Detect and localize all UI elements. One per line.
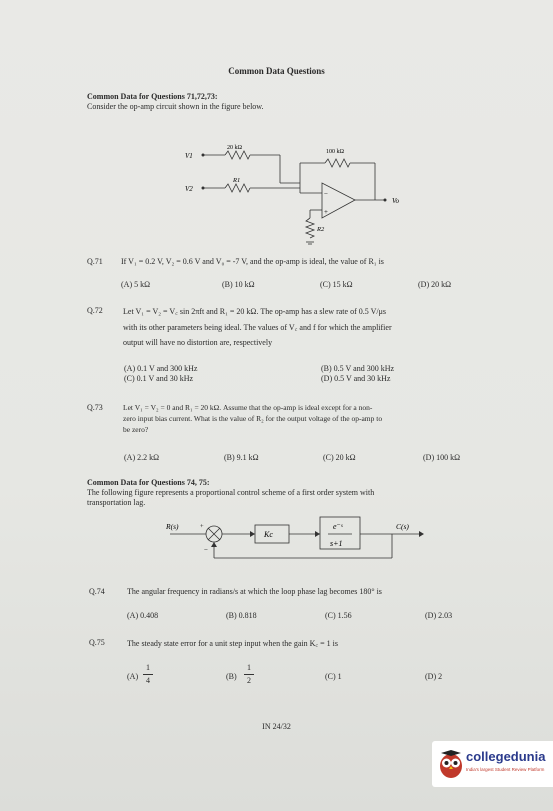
- q74-option-c: (C) 1.56: [325, 611, 352, 620]
- tf-numerator: e⁻ˢ: [333, 522, 343, 531]
- q72-line2: with its other parameters being ideal. The values of V꜀ and f for which the amplifier: [123, 323, 392, 332]
- section1-heading: Common Data for Questions 71,72,73:: [87, 92, 218, 101]
- q71-text: If V₁ = 0.2 V, V₂ = 0.6 V and V₀ = -7 V, and the op-amp is ideal, the value of R₁ is: [121, 257, 384, 266]
- q75-option-d: (D) 2: [425, 672, 443, 681]
- q73-option-d: (D) 100 kΩ: [423, 453, 461, 462]
- fraction-bar: [244, 674, 254, 675]
- section2-heading: Common Data for Questions 74, 75:: [87, 478, 210, 487]
- q75-option-c: (C) 1: [325, 672, 342, 681]
- r2-label: R2: [317, 226, 325, 233]
- r1-label: R1: [233, 177, 241, 184]
- q75-option-a-label: (A): [127, 672, 139, 681]
- q72-option-d: (D) 0.5 V and 30 kHz: [321, 374, 391, 383]
- q72-line3: output will have no distortion are, respectively: [123, 338, 273, 347]
- q71-option-d: (D) 20 kΩ: [418, 280, 452, 289]
- page-title: Common Data Questions: [228, 66, 325, 76]
- v1-label: V1: [185, 152, 193, 160]
- plus-sign: +: [324, 208, 328, 216]
- q75-text: The steady state error for a unit step input when the gain K꜀ = 1 is: [127, 639, 339, 648]
- q74-option-d: (D) 2.03: [425, 611, 453, 620]
- q73-line2: zero input bias current. What is the value of R₂ for the output voltage of the op-amp to: [123, 414, 383, 423]
- plus-sign: +: [200, 523, 204, 530]
- q75-option-b-label: (B): [226, 672, 237, 681]
- tf-denominator: s+1: [330, 539, 343, 548]
- q75-option-b-numerator: 1: [247, 663, 251, 672]
- r-top-label: 20 kΩ: [227, 145, 242, 151]
- q72-line1: Let V₁ = V₂ = V꜀ sin 2πft and R₁ = 20 kΩ. The op-amp has a slew rate of 0.5 V/μs: [123, 307, 386, 316]
- q71-option-c: (C) 15 kΩ: [320, 280, 353, 289]
- q72-option-c: (C) 0.1 V and 30 kHz: [124, 374, 194, 383]
- q74-text: The angular frequency in radians/s at which the loop phase lag becomes 180° is: [127, 587, 382, 596]
- q72-option-a: (A) 0.1 V and 300 kHz: [124, 364, 198, 373]
- q72-number: Q.72: [87, 306, 103, 315]
- q73-option-a: (A) 2.2 kΩ: [124, 453, 160, 462]
- page-number: IN 24/32: [262, 722, 291, 731]
- q73-line3: be zero?: [123, 425, 149, 434]
- q75-number: Q.75: [89, 638, 105, 647]
- input-label: R(s): [166, 522, 179, 531]
- opamp-circuit: [170, 138, 420, 248]
- logo-tagline: India's largest Student Review Platform: [466, 767, 545, 772]
- q74-option-a: (A) 0.408: [127, 611, 159, 620]
- vo-label: Vo: [392, 197, 399, 205]
- section2-line2: transportation lag.: [87, 498, 146, 507]
- q75-option-a-denominator: 4: [146, 676, 150, 685]
- q73-option-b: (B) 9.1 kΩ: [224, 453, 259, 462]
- minus-sign: −: [204, 546, 208, 554]
- q71-option-a: (A) 5 kΩ: [121, 280, 151, 289]
- output-label: C(s): [396, 522, 409, 531]
- section1-intro: Consider the op-amp circuit shown in the figure below.: [87, 102, 264, 111]
- section2-line1: The following figure represents a proportional control scheme of a first order system with: [87, 488, 375, 497]
- q73-number: Q.73: [87, 403, 103, 412]
- minus-sign: −: [324, 190, 328, 198]
- q75-option-a-numerator: 1: [146, 663, 150, 672]
- q74-number: Q.74: [89, 587, 105, 596]
- fraction-bar: [143, 674, 153, 675]
- q73-line1: Let V₁ = V₂ = 0 and R₁ = 20 kΩ. Assume that the op-amp is ideal except for a non-: [123, 403, 373, 412]
- q72-option-b: (B) 0.5 V and 300 kHz: [321, 364, 395, 373]
- control-block-diagram: [160, 512, 430, 577]
- q73-option-c: (C) 20 kΩ: [323, 453, 356, 462]
- logo-name: collegedunia: [466, 749, 546, 764]
- q74-option-b: (B) 0.818: [226, 611, 257, 620]
- r-fb-label: 100 kΩ: [326, 149, 344, 155]
- collegedunia-logo: [432, 741, 553, 787]
- gain-label: Kc: [264, 530, 273, 539]
- q75-option-b-denominator: 2: [247, 676, 251, 685]
- owl-icon: [438, 749, 464, 779]
- q71-option-b: (B) 10 kΩ: [222, 280, 255, 289]
- v2-label: V2: [185, 185, 193, 193]
- q71-number: Q.71: [87, 257, 103, 266]
